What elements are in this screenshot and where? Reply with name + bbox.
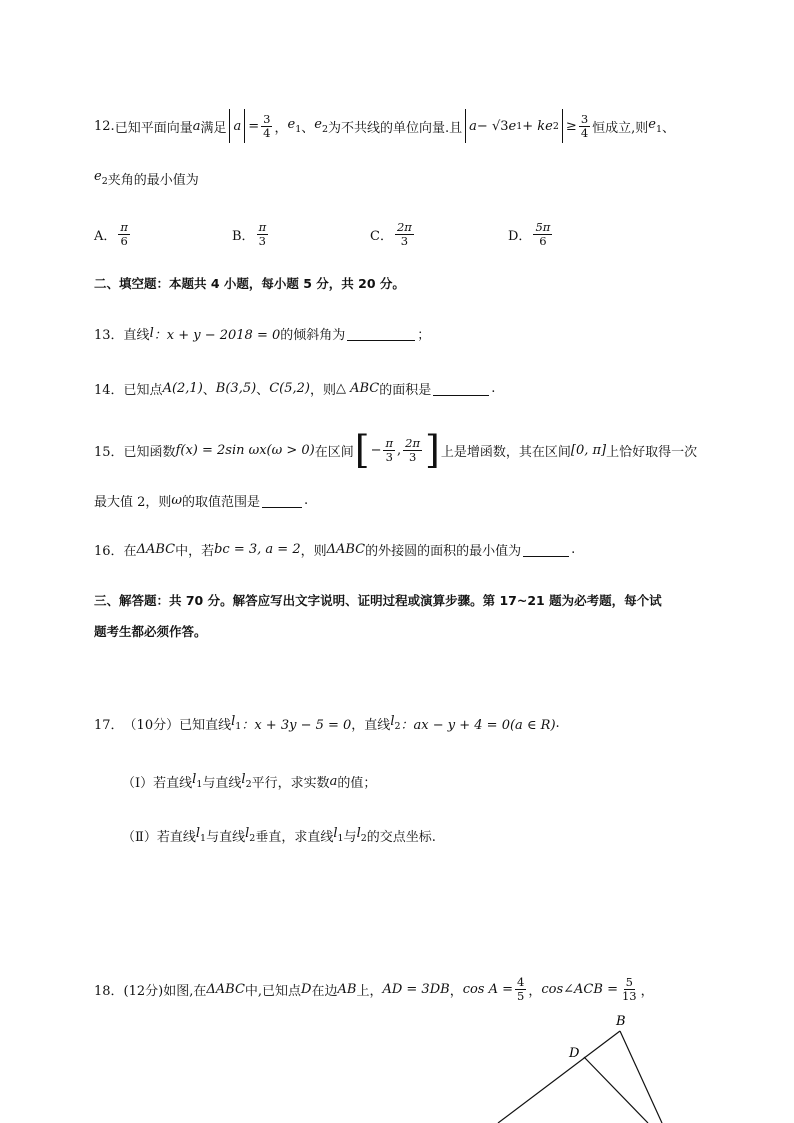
q18-d2: 13: [621, 988, 637, 1003]
q12-eq: =: [248, 118, 260, 134]
q12-ineq-plus-k: + k: [522, 118, 546, 134]
q12-e2-sub: 2: [321, 124, 329, 135]
q15-n1: π: [385, 436, 394, 451]
q17-part2-l1: [196, 826, 206, 844]
option-d-num: 5π: [535, 220, 551, 235]
q15-line2-text2: 的取值范围是: [182, 494, 261, 510]
q17-part2-l1-var: l: [195, 826, 201, 841]
q18-n2: 5: [625, 975, 633, 990]
q15-left-bracket: [: [354, 428, 370, 472]
option-a-den: 6: [120, 233, 128, 248]
q17-part2-l2-var: l: [245, 826, 250, 841]
q18-side-ab: AB: [337, 981, 357, 997]
q17-part2-text3: 垂直，求直线: [255, 829, 334, 845]
q14-text2: ，则: [309, 382, 336, 398]
q12-e2-var: e: [314, 117, 322, 132]
q15-function: f(x) = 2sin ωx(ω > 0): [175, 442, 315, 458]
q18-comma2: ，: [528, 983, 542, 999]
q17-number: 17．: [94, 717, 124, 733]
q14-sep1: 、: [202, 382, 216, 398]
q12-ineq-e2-sub: 2: [552, 120, 559, 132]
q17-part2-label: （Ⅱ）: [122, 829, 157, 845]
q17-line: [94, 703, 560, 743]
q17-part1: [122, 761, 376, 801]
q14-triangle: △ ABC: [335, 380, 380, 396]
figure-label-d: D: [569, 1046, 580, 1061]
option-b: [232, 214, 270, 254]
q12-ge-frac: [579, 113, 590, 138]
q14-point-b: B(3,5): [215, 380, 257, 396]
q17-part1-l1: [192, 772, 202, 790]
q18-frac1: [515, 976, 526, 1001]
q17-score: （10分）: [123, 717, 180, 733]
q16-triangle: ΔABC: [136, 541, 176, 557]
q18-cos-acb: cos∠ACB =: [541, 981, 618, 997]
q12-abs-a-var: a: [233, 118, 242, 134]
section3-heading-line2: 题考生都必须作答。: [94, 624, 207, 639]
q12-text2: 满足: [200, 120, 227, 136]
q17-part1-l2-var: l: [241, 772, 246, 787]
q15-right-bracket: ]: [425, 428, 440, 472]
q15-line2-text1: 最大值 2，则: [94, 494, 172, 510]
q14-number: 14．: [94, 382, 124, 398]
q13-end: ；: [417, 327, 431, 343]
q18-comma1: ，: [449, 983, 463, 999]
q12-ineq-a: a: [469, 118, 477, 134]
q13-line: [94, 313, 430, 353]
option-b-num: π: [258, 220, 267, 235]
q13-text1: 直线: [123, 327, 150, 343]
option-b-frac: [257, 221, 269, 246]
q12-abs-expr: [465, 109, 563, 143]
q16-text2: 中，若: [175, 543, 215, 559]
q17-eq1: ：x + 3y − 5 = 0: [241, 717, 352, 733]
q17-part2-l2-sub: 2: [249, 833, 256, 844]
q17-l1-var: l: [231, 714, 236, 729]
q12-text4: 恒成立,则: [592, 120, 649, 136]
q17-part1-label: （Ⅰ）: [122, 775, 154, 791]
option-b-den: 3: [258, 233, 266, 248]
q14-point-a: A(2,1): [162, 380, 203, 396]
q18-d1: 5: [517, 988, 525, 1003]
q15-n2: 2π: [405, 436, 421, 451]
q12-e2: [314, 117, 328, 135]
q17-part2-text5: 的交点坐标.: [366, 829, 436, 845]
q17-l1: [231, 714, 241, 732]
q12-e1: [288, 117, 302, 135]
q12-line2: [94, 158, 199, 198]
q13-text2: 的倾斜角为: [280, 327, 346, 343]
q17-l2: [390, 714, 400, 732]
q14-sep2: 、: [256, 382, 270, 398]
q15-interval: [0, π]: [570, 442, 607, 458]
q12-comma: ，: [274, 120, 288, 136]
q18-end: ，: [640, 983, 654, 999]
option-d: [508, 214, 554, 254]
q16-triangle2: ΔABC: [326, 541, 366, 557]
q12-ge: ≥: [565, 118, 577, 134]
q18-frac2: [620, 976, 639, 1001]
q16-text1: 在: [123, 543, 137, 559]
q17-part1-l1-sub: 1: [196, 779, 203, 790]
q16-condition: bc = 3, a = 2: [214, 541, 301, 557]
q15-minus: −: [370, 442, 382, 458]
q15-comma: ,: [397, 442, 402, 458]
q12-e1b-sub: 1: [656, 124, 663, 135]
q12-e1b-var: e: [648, 117, 656, 132]
q14-text3: 的面积是: [379, 382, 432, 398]
q17-part1-l1-var: l: [192, 772, 197, 787]
option-d-frac: [533, 221, 552, 246]
figure-segment-d: [584, 1057, 648, 1123]
q12-ge-num: 3: [580, 112, 589, 127]
q12-frac-num: 3: [263, 112, 271, 127]
q17-part1-text3: 平行，求实数: [251, 775, 330, 791]
q12-number: 12.: [94, 118, 115, 134]
q15-line1: [94, 430, 697, 470]
q12-ineq-e2: e: [545, 118, 553, 134]
section3-heading-line1: 三、解答题：共 70 分。解答应写出文字说明、证明过程或演算步骤。第 17~21 题为必考题，每个试: [94, 593, 662, 608]
q18-text1: 如图,在: [163, 983, 207, 999]
q17-part2-l1b: [333, 826, 343, 844]
q15-d1: 3: [385, 449, 393, 464]
q18-number: 18．: [94, 983, 124, 999]
q15-frac2: [403, 437, 422, 462]
q12-abs-a: [229, 109, 245, 143]
q12-text3: 为不共线的单位向量.且: [328, 120, 463, 136]
q18-ad-eq: AD = 3DB: [382, 981, 450, 997]
q14-point-c: C(5,2): [269, 380, 310, 396]
q14-line: [94, 368, 495, 408]
q17-part2-l1-sub: 1: [200, 833, 207, 844]
figure-label-b: B: [616, 1014, 626, 1029]
q17-part2-l2b: [357, 826, 367, 844]
q12-frac-den: 4: [263, 125, 271, 140]
q12-line2-e2-sub: 2: [101, 176, 108, 187]
option-a-frac: [118, 221, 130, 246]
q12-ineq-e1: e: [508, 118, 517, 134]
q15-text3: 上是增函数，其在区间: [440, 444, 571, 460]
option-c-frac: [395, 221, 414, 246]
q15-omega: ω: [171, 492, 183, 508]
q18-n1: 4: [517, 975, 525, 990]
q15-line2: [94, 480, 308, 520]
figure-side-bc: [620, 1031, 662, 1123]
q17-part2-l1b-sub: 1: [337, 833, 344, 844]
q18-text4: 上，: [356, 983, 383, 999]
option-a-label: A．: [94, 228, 117, 244]
q13-answer-blank[interactable]: [347, 326, 415, 341]
q13-l: l: [149, 325, 154, 341]
q17-part2: [122, 815, 436, 855]
q16-answer-blank[interactable]: [523, 542, 569, 557]
q17-l1-sub: 1: [235, 721, 242, 732]
option-d-den: 6: [539, 233, 547, 248]
q15-frac1: [383, 437, 395, 462]
q15-end: .: [304, 492, 309, 508]
option-a-num: π: [120, 220, 128, 235]
q17-l2-var: l: [390, 714, 395, 729]
q16-text4: 的外接圆的面积的最小值为: [365, 543, 522, 559]
q12-e1-sub: 1: [295, 124, 302, 135]
q18-text3: 在边: [311, 983, 338, 999]
q18-cos-a: cos A =: [462, 981, 514, 997]
q15-text4: 上恰好取得一次: [606, 444, 698, 460]
q13-number: 13．: [94, 327, 124, 343]
section2-heading: 二、填空题：本题共 4 小题，每小题 5 分，共 20 分。: [94, 276, 405, 291]
q17-text1: 已知直线: [179, 717, 232, 733]
q12-line2-text: 夹角的最小值为: [107, 172, 199, 188]
q16-number: 16．: [94, 543, 124, 559]
q18-line: [94, 969, 654, 1009]
option-c: [370, 214, 416, 254]
q12-line2-e2-var: e: [94, 169, 102, 184]
triangle-figure: [470, 1005, 690, 1123]
q17-part2-text1: 若直线: [156, 829, 196, 845]
q12-ge-den: 4: [580, 125, 589, 140]
q13-expr: ：x + y − 2018 = 0: [153, 327, 281, 343]
option-b-label: B．: [232, 228, 255, 244]
q12-line2-e2: [94, 169, 108, 187]
option-c-num: 2π: [396, 220, 412, 235]
q17-part2-l1b-var: l: [333, 826, 338, 841]
q15-text2: 在区间: [314, 444, 354, 460]
q14-text1: 已知点: [123, 382, 163, 398]
q17-part1-text4: 的值；: [337, 775, 377, 791]
q15-answer-blank[interactable]: [262, 493, 302, 508]
q12-ineq-e1-sub: 1: [516, 120, 523, 132]
q12-e1-var: e: [287, 117, 296, 132]
option-d-label: D．: [508, 228, 532, 244]
q12-frac: [261, 113, 272, 138]
q18-triangle: ΔABC: [206, 981, 245, 997]
q12-sep: 、: [301, 120, 315, 136]
q12-sep2: 、: [662, 120, 676, 136]
q17-part1-l2: [241, 772, 251, 790]
q17-eq2: ：ax − y + 4 = 0(a ∈ R): [400, 717, 556, 733]
q17-part1-text2: 与直线: [202, 775, 242, 791]
q18-text2: 中,已知点: [244, 983, 302, 999]
figure-side-ab: [498, 1031, 620, 1123]
q18-point-d: D: [301, 981, 312, 997]
q17-part2-l2b-var: l: [356, 826, 361, 841]
option-c-label: C．: [370, 228, 393, 244]
q17-part2-l2: [245, 826, 255, 844]
q17-part2-l2b-sub: 2: [360, 833, 367, 844]
q16-text3: ，则: [300, 543, 327, 559]
q16-line: [94, 529, 575, 569]
option-a: [94, 214, 132, 254]
q17-part1-text1: 若直线: [153, 775, 193, 791]
q15-d2: 3: [408, 449, 417, 464]
q14-answer-blank[interactable]: [433, 381, 489, 396]
q17-part2-text2: 与直线: [206, 829, 246, 845]
q12-text1: 已知平面向量: [114, 120, 193, 136]
q12-e1b: [648, 117, 662, 135]
q18-score: (12分): [123, 983, 164, 999]
q16-end: .: [571, 541, 576, 557]
q17-part1-a: a: [329, 773, 338, 789]
q17-part1-l2-sub: 2: [245, 779, 252, 790]
q12-ineq-minus: − √3: [476, 118, 509, 134]
q17-text2: ，直线: [351, 717, 391, 733]
q17-part2-text4: 与: [343, 829, 357, 845]
q14-end: .: [491, 380, 496, 396]
q17-end: .: [555, 715, 560, 731]
q12-line1: [94, 106, 675, 146]
q17-l2-sub: 2: [394, 721, 401, 732]
q15-text1: 已知函数: [123, 444, 176, 460]
q15-number: 15．: [94, 444, 124, 460]
q12-vec-a: a: [192, 118, 201, 134]
option-c-den: 3: [400, 233, 409, 248]
